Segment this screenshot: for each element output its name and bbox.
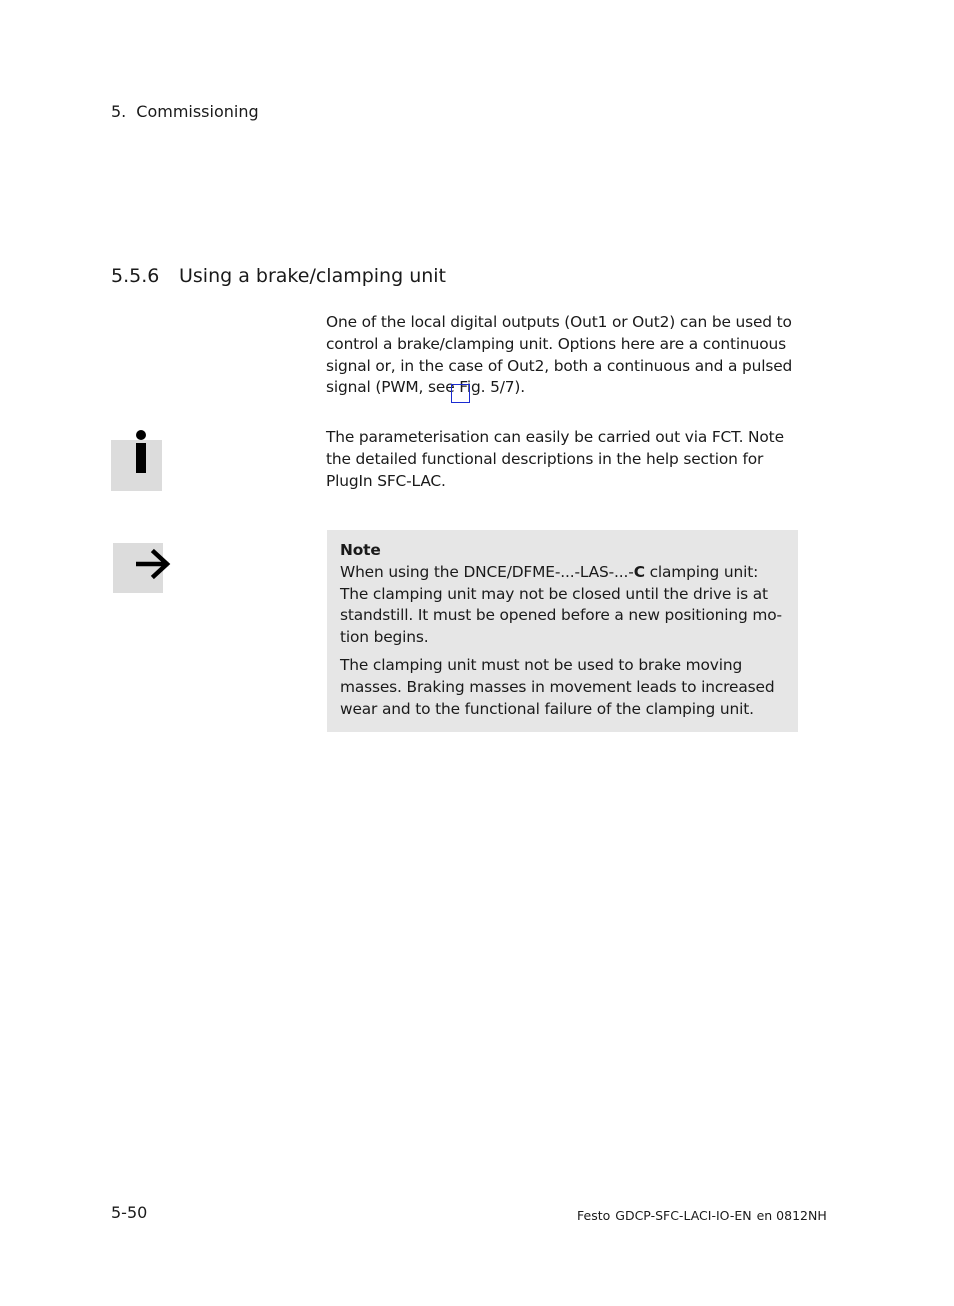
- note-text1: The clamping unit may not be closed until the drive is at standstill. It must be opened before a new positioning motion begins.: [340, 584, 783, 647]
- info-icon-stem: [136, 443, 146, 473]
- chapter-title: Commissioning: [136, 102, 259, 121]
- section-heading: [111, 264, 446, 288]
- footer-revision: en 0812NH: [756, 1208, 827, 1223]
- section-title: Using a brake/clamping unit: [179, 265, 447, 287]
- note-title: Note: [340, 541, 381, 559]
- page-number: 5-50: [111, 1203, 148, 1222]
- note-line1-bold: C: [633, 562, 645, 581]
- info-paragraph: The parameterisation can easily be carried out via FCT. Note the detailed functional descriptions in the help section for PlugIn SFC-LAC.: [326, 428, 784, 490]
- section-number: 5.5.6: [111, 265, 160, 287]
- arrow-right-icon: [136, 547, 174, 581]
- note-text2: The clamping unit must not be used to brake moving masses. Braking masses in movement leads to increased wear and to the functional failure of the clamping unit.: [340, 655, 775, 718]
- footer-publisher: Festo: [577, 1208, 611, 1223]
- intro-paragraph: One of the local digital outputs (Out1 or Out2) can be used to control a brake/clamping unit. Options here are a continuous signal or, in the case of Out2, both a continuous and a pulsed signal (PWM, see Fig. 5/7).: [326, 313, 793, 397]
- note-line1-suffix: clamping unit:: [644, 562, 759, 581]
- info-icon-dot: [136, 430, 146, 440]
- chapter-number: 5.: [111, 102, 127, 121]
- footer-info: [577, 1208, 832, 1224]
- footer-document-code: GDCP-SFC-LACI-IO-EN: [615, 1208, 752, 1223]
- note-line1: [340, 562, 792, 584]
- note-line1-prefix: When using the DNCE/DFME-...-LAS-...-: [340, 562, 634, 581]
- cross-reference-link[interactable]: [451, 384, 470, 403]
- running-head: [111, 102, 259, 122]
- note-content: [340, 540, 792, 720]
